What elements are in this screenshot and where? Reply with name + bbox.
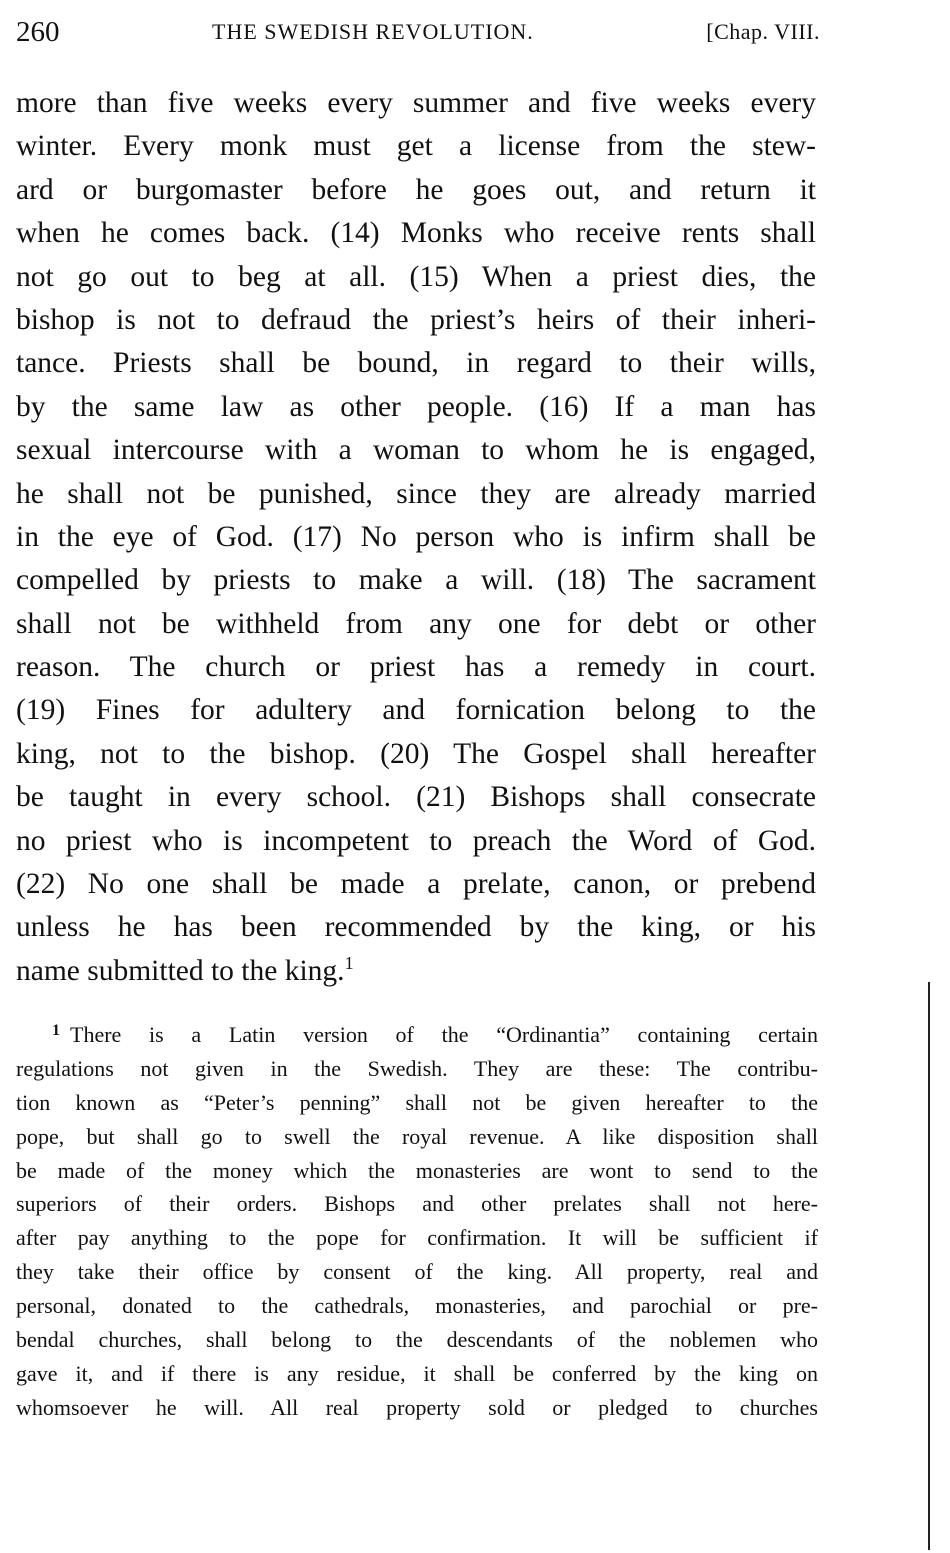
text-line: sexual intercourse with a woman to whom he is engaged, (16, 434, 816, 467)
running-head (16, 14, 820, 50)
text-line: king, not to the bishop. (20) The Gospel shall hereafter (16, 737, 816, 770)
text-line: no priest who is incompetent to preach the Word of God. (16, 824, 816, 857)
text-line-last-content: name submitted to the king. (16, 954, 345, 987)
footnote-reference[interactable]: 1 (344, 952, 354, 973)
text-line: compelled by priests to make a will. (18) The sacrament (16, 564, 816, 597)
text-line: by the same law as other people. (16) If a man has (16, 390, 816, 423)
footnote-line: gave it, and if there is any residue, it shall be conferred by the king on (16, 1360, 818, 1386)
page-edge-rule (928, 982, 930, 1550)
footnote-line: personal, donated to the cathedrals, monasteries, and parochial or pre- (16, 1293, 818, 1319)
text-line: shall not be withheld from any one for debt or other (16, 607, 816, 640)
page-number: 260 (16, 16, 60, 48)
text-line: he shall not be punished, since they are already married (16, 477, 816, 510)
running-title: THE SWEDISH REVOLUTION. (212, 19, 534, 44)
footnote-line-text: There is a Latin version of the “Ordinantia” containing certain (70, 1022, 818, 1047)
footnote-line: they take their office by consent of the king. All property, real and (16, 1259, 818, 1285)
footnote-line: be made of the money which the monasteries are wont to send to the (16, 1157, 818, 1183)
text-line: winter. Every monk must get a license from the stew- (16, 130, 816, 163)
text-line: tance. Priests shall be bound, in regard to their wills, (16, 347, 816, 380)
footnote-line: tion known as “Peter’s penning” shall not be given hereafter to the (16, 1089, 818, 1115)
footnote-line: bendal churches, shall belong to the descendants of the noblemen who (16, 1327, 818, 1353)
footnote-line: whomsoever he will. All real property sold or pledged to churches (16, 1394, 818, 1420)
footnote-line: pope, but shall go to swell the royal revenue. A like disposition shall (16, 1123, 818, 1149)
text-line: in the eye of God. (17) No person who is infirm shall be (16, 520, 816, 553)
footnote-line (16, 1018, 818, 1052)
footnote (16, 1018, 818, 1425)
text-line: ard or burgomaster before he goes out, and return it (16, 173, 816, 206)
text-line: (19) Fines for adultery and fornication belong to the (16, 694, 816, 727)
text-line: reason. The church or priest has a remedy in court. (16, 651, 816, 684)
text-line: (22) No one shall be made a prelate, canon, or prebend (16, 868, 816, 901)
text-line: bishop is not to defraud the priest’s heirs of their inheri- (16, 303, 816, 336)
chapter-reference: [Chap. VIII. (706, 19, 820, 44)
footnote-line: regulations not given in the Swedish. They are these: The contribu- (16, 1055, 818, 1081)
footnote-line: after pay anything to the pope for confirmation. It will be sufficient if (16, 1225, 818, 1251)
text-line: not go out to beg at all. (15) When a priest dies, the (16, 260, 816, 293)
text-line: more than five weeks every summer and five weeks every (16, 87, 816, 119)
main-text (16, 82, 816, 993)
text-line-last (16, 950, 816, 993)
text-line: be taught in every school. (21) Bishops shall consecrate (16, 781, 816, 814)
footnote-marker: 1 (52, 1022, 60, 1039)
text-line: when he comes back. (14) Monks who receive rents shall (16, 217, 816, 250)
footnote-line: superiors of their orders. Bishops and other prelates shall not here- (16, 1191, 818, 1217)
text-line: unless he has been recommended by the king, or his (16, 911, 816, 944)
